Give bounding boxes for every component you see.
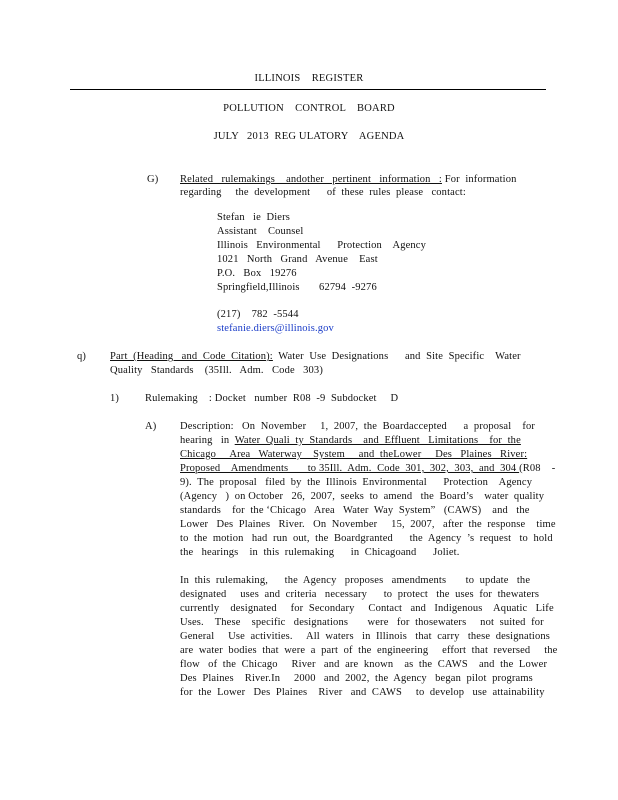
description-line: 9). The proposal filed by the Illinois Environmental Protection Agency [180,477,533,488]
section-g-intro-underlined: Related rulemakings andother pertinent information : [180,174,442,185]
section-g-intro-line2: regarding the development of these rules please contact: [180,187,466,198]
description-line-suffix: (R08 - [519,463,556,474]
rulemaking-docket: Rulemaking : Docket number R08 -9 Subdocket D [145,393,399,404]
description-line: (Agency ) on October 26, 2007, seeks to amend the Board’s water quality [180,491,545,502]
contact-email-link[interactable]: stefanie.diers@illinois.gov [217,323,334,334]
paragraph-line: Uses. These specific designations were for thosewaters not suited for [180,617,544,628]
header-agenda: JULY 2013 REG ULATORY AGENDA [213,131,405,142]
paragraph-line: In this rulemaking, the Agency proposes amendments to update the [180,575,531,586]
contact-agency: Illinois Environmental Protection Agency [217,240,427,251]
paragraph-line: are water bodies that were a part of the engineering effort that reversed the [180,645,558,656]
contact-pobox: P.O. Box 19276 [217,268,297,279]
description-line-underlined: Water Quali ty Standards and Effluent Limitations for the [234,435,521,446]
paragraph-line: General Use activities. All waters in Illinois that carry these designations [180,631,550,642]
section-q-part [110,351,521,362]
description-line: Description: On November 1, 2007, the Boardaccepted a proposal for [180,421,536,432]
description-marker: A) [145,421,157,432]
section-g-intro [180,174,517,185]
rulemaking-marker: 1) [110,393,120,404]
paragraph-line: flow of the Chicago River and are known as the CAWS and the Lower [180,659,548,670]
description-line: Chicago Area Waterway System and theLower Des Plaines River: [180,449,528,460]
description-line [180,435,521,446]
section-q-part-rest: Water Use Designations and Site Specific Water [272,351,521,362]
paragraph-line: currently designated for Secondary Contact and Indigenous Aquatic Life [180,603,554,614]
description-line: to the motion had run out, the Boardgranted the Agency ’s request to hold [180,533,553,544]
paragraph-line: for the Lower Des Plaines River and CAWS to develop use attainability [180,687,545,698]
paragraph-line: Des Plaines River.In 2000 and 2002, the Agency began pilot programs [180,673,533,684]
header-rule [70,89,546,90]
description-line: the hearings in this rulemaking in Chicagoand Joliet. [180,547,460,558]
contact-city: Springfield,Illinois 62794 -9276 [217,282,377,293]
section-q-part-underlined: Part (Heading and Code Citation): [110,351,273,362]
contact-street: 1021 North Grand Avenue East [217,254,378,265]
contact-phone: (217) 782 -5544 [217,309,299,320]
description-line-underlined: Proposed Amendments to 35Ill. Adm. Code 301, 302, 303, and 304 [180,463,520,474]
section-g-intro-rest: For information [441,174,517,185]
description-line: standards for the ‘Chicago Area Water Way System” (CAWS) and the [180,505,530,516]
contact-name: Stefan ie Diers [217,212,290,223]
description-line: Lower Des Plaines River. On November 15, 2007, after the response time [180,519,556,530]
description-line-prefix: hearing in [180,435,235,446]
header-board: POLLUTION CONTROL BOARD [223,103,395,114]
section-g-marker: G) [147,174,159,185]
contact-title: Assistant Counsel [217,226,304,237]
paragraph-line: designated uses and criteria necessary to protect the uses for thewaters [180,589,540,600]
section-q-part-line2: Quality Standards (35Ill. Adm. Code 303) [110,365,323,376]
section-q-marker: q) [77,351,87,362]
header-register: ILLINOIS REGISTER [254,73,364,84]
description-line [180,463,555,474]
